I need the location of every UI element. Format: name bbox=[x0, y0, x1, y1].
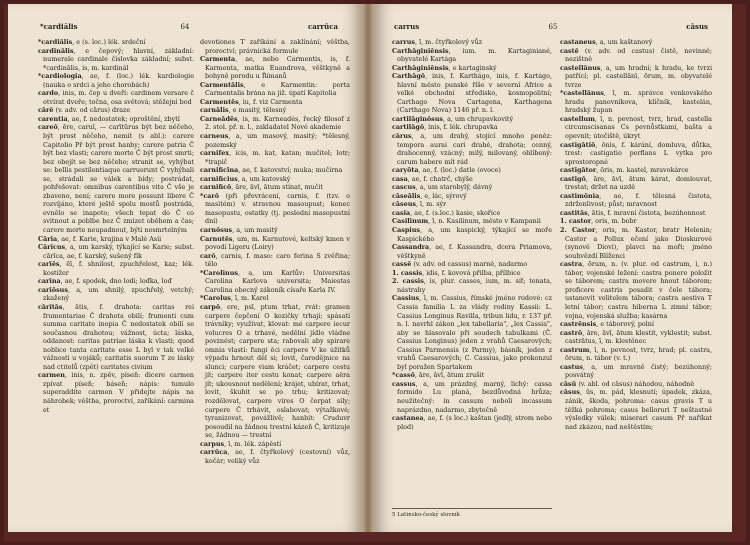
entry-definition: , a, um drahý, stojící mnoho peněz: tempora aurai cari drahé, drahota; cenný, drahocenný, vzácný; milý, milovaný, oblíbený: carum habere mít rád bbox=[397, 132, 552, 166]
entry-definition: , a, um masitý bbox=[232, 226, 278, 235]
entry-headword: carentia bbox=[38, 114, 68, 123]
dictionary-entry bbox=[200, 192, 350, 226]
dictionary-entry bbox=[38, 115, 194, 124]
entry-headword: carīēs bbox=[38, 260, 60, 269]
dictionary-entry bbox=[560, 346, 712, 363]
entry-definition: , carnis, f. maso: caro ferina S zvěřina; tělo bbox=[205, 251, 350, 269]
entry-headword: Cārīcus bbox=[38, 243, 66, 252]
entry-definition: , ātis, f. drahota: caritas rei frumentariae Č drahota obilí; frumenti cum summa caritate inopia Č nedostatek obilí se současnou drahotou; vážnost, úcta; láska, oddanost: caritas patriae láska k vlasti; quod noblice tanta caritate esse L byl v tak velké vážnosti u vojáků; caritatis suorum T ze lásky nad ctitelů (zpět) caritates civium bbox=[43, 302, 194, 371]
entry-definition: , um, m. Karnutové, keltský kmen v povodí Ligeru (Loiry) bbox=[205, 234, 350, 252]
entry-headword: *Carolīnus bbox=[200, 268, 238, 277]
dictionary-entry bbox=[560, 38, 712, 47]
entry-definition: , ae, f. spodek, dno lodi; loďka, loď bbox=[60, 277, 172, 286]
left-page bbox=[8, 4, 362, 532]
entry-headword: castellum bbox=[560, 114, 595, 123]
entry-definition: , ī, m. Cassius, římské jméno rodové: cz Cassia familia L za vlády rodiny Kassii: L. Cassius Longinus Ravilla, tribun lidu, r. 137 př. n. l. navrhl zákon „lex tabellaria", „lex Cassia", aby se hlasovalo při soudech tabulkami (Č. Cassius Longinus) jeden z vrahů Caesarových; Cassius Parmensis (z Parmy), básník, jeden z vrahů Caesarových; C. Cassius, jako prokonzul byl poražen Spartakem bbox=[397, 294, 552, 371]
entry-definition: , a, um kaspický, týkající se moře Kaspického bbox=[397, 226, 552, 243]
entry-headword: Carmenta bbox=[200, 55, 236, 64]
entry-definition: , e táborový, polní bbox=[596, 320, 654, 329]
entry-headword: Carmentālis bbox=[200, 80, 244, 89]
entry-headword: Cassius bbox=[392, 294, 420, 303]
entry-definition: , ēre, caruī, — carītūrus být bez něčeho, být prost něčeho, nemít (s abl.): carere Capitolio Př být prost hanby; carere patria Č být bez vlasti; carere morte Č být prost smrti; bez obejít se bez něčeho; stranit se, vyhýbat se: bellis pestilentiaque carruerunt Č vyhýbali se, strádali se válek a bídy; postrádat, pohřešovat: omnibus carentibus vita Č vše je zbaveno, není; carere more possunt libere Č rozvíjáno, které ještě spolu mostů postrádá, evnělo se inapoto; všech tepat do Č co svitnout a poblbe bez Č zmizet oběhem a čas; carere morte neupadnout, býti nesmrtelným bbox=[43, 123, 194, 235]
entry-headword: castellānus bbox=[560, 63, 601, 72]
dictionary-entry bbox=[392, 209, 552, 218]
entry-headword: Carmentēs bbox=[200, 97, 239, 106]
entry-headword: carrus bbox=[392, 38, 416, 46]
entry-headword: castitās bbox=[560, 208, 588, 217]
left-header-guide-word-end: carrūca bbox=[307, 22, 338, 31]
entry-definition: devotiones T zaříkání a zaklínání; věštba, proroctví; právnická formule bbox=[200, 38, 350, 55]
entry-headword: *cardiălis bbox=[38, 38, 73, 46]
left-page-header bbox=[8, 22, 362, 32]
entry-headword: *carō bbox=[200, 191, 220, 200]
entry-headword: 1. cassis bbox=[392, 268, 423, 277]
entry-definition: , ī, m. čtyřkolový vůz bbox=[415, 38, 483, 46]
entry-definition: , ī, m. lék. zápěstí bbox=[224, 439, 282, 448]
dictionary-entry bbox=[200, 183, 350, 192]
book-gutter bbox=[362, 4, 374, 532]
entry-headword: casa bbox=[392, 174, 408, 183]
entry-definition: , ōnis, f. kárání, domluva, důtka, trest: castigatio perflans L vytka pro sprostoropné bbox=[565, 140, 712, 166]
entry-headword: castimōnia bbox=[560, 191, 600, 200]
entry-headword: carnōsus bbox=[200, 226, 233, 235]
dictionary-entry bbox=[392, 166, 552, 175]
entry-definition: (v. adv. od castus) čistě, nevinně; nezištně bbox=[565, 46, 712, 64]
dictionary-entry bbox=[200, 440, 350, 449]
entry-definition: , ae, f. katovství; muka; mučírna bbox=[238, 166, 343, 175]
entry-definition: , ī, m. správce venkovského hradu panovníkova, klíčník, kastelán, hradský župan bbox=[565, 89, 712, 115]
entry-headword: Cāria bbox=[38, 234, 58, 243]
dictionary-entry bbox=[200, 115, 350, 132]
entry-headword: carnifex bbox=[200, 149, 230, 158]
dictionary-entry bbox=[392, 175, 552, 184]
dictionary-entry bbox=[38, 235, 194, 244]
entry-definition: , ēī, f. shnilost, zpuchřelost, kaz; lék. kostižer bbox=[43, 260, 194, 277]
dictionary-entry bbox=[392, 243, 552, 260]
dictionary-entry bbox=[200, 132, 350, 149]
entry-headword: castus bbox=[560, 362, 583, 371]
dictionary-entry bbox=[560, 226, 712, 260]
entry-headword: *cardiologia bbox=[38, 72, 82, 81]
dictionary-entry bbox=[560, 192, 712, 209]
entry-headword: cardinālis bbox=[38, 46, 74, 55]
entry-definition: , a, um chrupavkovitý bbox=[443, 114, 514, 123]
dictionary-entry bbox=[560, 166, 712, 175]
page-footnote: 5 Latinsko-český slovník bbox=[392, 508, 552, 519]
entry-headword: carpus bbox=[200, 439, 225, 448]
dictionary-entry bbox=[392, 226, 552, 243]
dictionary-entry bbox=[560, 64, 712, 90]
entry-headword: castē bbox=[560, 46, 579, 55]
entry-headword: cartilāginōsus bbox=[392, 114, 443, 123]
left-page-number: 64 bbox=[180, 23, 190, 31]
entry-definition: , a, um prázdný, marný, lichý: cassa formido Lu planá, bezdůvodná hrůza; neužitečný: in cassum neboli incassum naprázdno, nadarmo, zbytečně bbox=[397, 379, 552, 414]
entry-definition: , ōris, m. kastel, mravokárce bbox=[596, 166, 689, 175]
entry-headword: 1. castor bbox=[560, 217, 592, 226]
entry-headword: carnificō bbox=[200, 183, 232, 192]
entry-headword: casia bbox=[392, 208, 411, 217]
dictionary-entry bbox=[200, 106, 350, 115]
entry-definition: , ium. m. Kartaginiané, obyvatelé Kartága bbox=[397, 46, 552, 64]
entry-definition: , a, um katovský bbox=[237, 174, 291, 183]
dictionary-entry bbox=[560, 320, 712, 329]
dictionary-entry bbox=[200, 303, 350, 440]
entry-definition: , ae, f. (s.loc.) kasie, skořice bbox=[410, 208, 501, 217]
entry-definition: , inis, n. zpěv, píseň: dicere carmen zpívat píseň; báseň; nápis: tumulo superaddite carmen V přidejte nápis na náhrobek; věštba, proroctví, zaříkání: carmina et bbox=[43, 371, 194, 414]
dictionary-entry bbox=[392, 38, 552, 47]
dictionary-entry bbox=[560, 47, 712, 64]
dictionary-entry bbox=[38, 303, 194, 371]
entry-definition: , ae, f. (loc.) lék. kardiologie (nauka o srdci a jeho chorobách) bbox=[43, 72, 194, 89]
dictionary-entry bbox=[560, 141, 712, 167]
entry-headword: cārē bbox=[38, 106, 54, 115]
entry-definition: , inis, m. čep u dveří: cardinem versare č otvírat dveře; točna, osa světová; stěžejní bod bbox=[43, 89, 194, 106]
entry-headword: 2. Castor bbox=[560, 226, 596, 235]
dictionary-entry bbox=[392, 217, 552, 226]
entry-definition: (v. adv. od cārus) draze bbox=[53, 106, 131, 115]
entry-definition: , ūs, m. pád, klesnutí; úpadek, zkáza, zánik, škoda, pohroma: casus gravis T u těžká pohroma; casus belloruri T neštastné výsledky válek; miserari casum Př naříkat nad zkázou, nad neštěstím; bbox=[565, 388, 712, 431]
entry-definition: , e čepový; hlavní, základní: numerale cardinale číslovka základní; subst. *cardinālis, is, m. kardinál bbox=[43, 46, 194, 72]
entry-headword: Carthāginiēnsis bbox=[392, 46, 449, 55]
entry-headword: carmen bbox=[38, 371, 65, 380]
dictionary-entry bbox=[392, 183, 552, 192]
entry-headword: Carnutēs bbox=[200, 234, 233, 243]
dictionary-entry bbox=[38, 106, 194, 115]
entry-headword: 2. cassis bbox=[392, 277, 424, 286]
entry-definition: , ae, f. chatrč, chýše bbox=[407, 174, 473, 183]
entry-headword: carnificīna bbox=[200, 166, 239, 175]
dictionary-entry bbox=[200, 38, 350, 55]
dictionary-entry bbox=[392, 371, 552, 380]
dictionary-entry bbox=[560, 388, 712, 431]
dictionary-entry bbox=[38, 371, 194, 414]
dictionary-entry bbox=[392, 64, 552, 73]
entry-headword: castīgō bbox=[560, 174, 586, 183]
entry-definition: , a, um starobylý, dávný bbox=[415, 183, 493, 192]
entry-definition: , e, lác, sýrový bbox=[420, 191, 467, 200]
dictionary-entry bbox=[392, 115, 552, 124]
dictionary-entry bbox=[38, 47, 194, 73]
dictionary-entry bbox=[560, 329, 712, 346]
dictionary-entry bbox=[200, 55, 350, 81]
entry-definition: , e Karmentin: porta Carmentalis brána na již. úpatí Kapitolia bbox=[205, 80, 350, 98]
dictionary-entry bbox=[38, 243, 194, 260]
entry-definition: , ae, f. (loc.) datle (ovoce) bbox=[418, 166, 501, 175]
entry-headword: cardo bbox=[38, 89, 59, 98]
entry-definition: , ātis, f. mravní čistota, bezúhonnost bbox=[587, 208, 706, 217]
entry-definition: , a, um shnilý, zpuchřelý, vetchý; zkažený bbox=[43, 285, 194, 303]
entry-headword: cassus bbox=[392, 379, 416, 388]
right-header-guide-word-end: cāsus bbox=[686, 22, 708, 31]
dictionary-entry bbox=[38, 260, 194, 277]
entry-headword: carīōsus bbox=[38, 285, 68, 294]
entry-headword: castrum bbox=[560, 345, 590, 354]
dictionary-entry bbox=[200, 252, 350, 269]
entry-definition: , āre, āvī, ātum klestit, vyklestit; subst. castrātus, ī, m. klestěnec bbox=[565, 328, 712, 346]
entry-headword: castaneus bbox=[560, 38, 596, 46]
entry-definition: , ae, f. Karie, krajina v Malé Asii bbox=[57, 234, 162, 243]
entry-definition: , inis, f. Karthágo, inis, f. Kartágo, hlavní město punské říše v severní Africe a velké obchodní středisko, kosmopolitní; Carthago Nova Cartagena, Karthagena (Carthago Nova) 1146 př. n. l. bbox=[397, 72, 552, 115]
dictionary-entry bbox=[38, 89, 194, 106]
entry-definition: , icis, m. kat, katan; mučitel; lotr; *trapič bbox=[205, 149, 350, 166]
entry-definition: , a, um hradní; k hradu, ke tvrzi patřící; pl. castellānī, ōrum, m. obyvatelé tvrze bbox=[565, 63, 712, 89]
dictionary-entry bbox=[560, 115, 712, 141]
dictionary-entry bbox=[200, 269, 350, 295]
entry-headword: carrūca bbox=[200, 448, 228, 457]
entry-definition: , oris, m. Kastor, bratr Helenin; Castor a Pollux ečení jako Dioskurové (synové Diovi), plavci na moři; jméno souhvězdí Blíženci bbox=[565, 226, 712, 260]
entry-definition: , inis, f. lék. chrupavka bbox=[424, 123, 498, 132]
dictionary-entry bbox=[392, 72, 552, 115]
dictionary-entry bbox=[392, 277, 552, 294]
dictionary-entry bbox=[38, 286, 194, 303]
entry-headword: carnificius bbox=[200, 174, 238, 183]
right-header-guide-word: carrus bbox=[394, 22, 420, 31]
dictionary-entry bbox=[38, 38, 194, 47]
entry-headword: *castellānus bbox=[560, 89, 604, 98]
entry-headword: carō bbox=[200, 251, 216, 260]
entry-headword: castīgātor bbox=[560, 166, 597, 175]
entry-headword: cāsū bbox=[560, 379, 577, 388]
entry-definition: , a, um karský, týkající se Karie; subst. cārīca, ae, f. karský, sušený fík bbox=[43, 243, 194, 260]
right-column-a bbox=[392, 38, 552, 498]
entry-headword: *cassō bbox=[392, 371, 415, 380]
dictionary-entry bbox=[200, 294, 350, 303]
entry-headword: Carthāginiēnsis bbox=[392, 63, 449, 72]
dictionary-entry bbox=[392, 47, 552, 64]
entry-definition: , ōrum, n. (v. plur. od castrum, i, n.) tábor, vojenské ležení: castra ponere položit se táborem; castra movere hnout táborem; proficere castris posadit v čele tábora; ustanovit velitelem tábora; castra aestiva T letní tábor; castra hiberna L zimní tábor; vojna, vojenská služba; kasárna bbox=[565, 260, 712, 320]
entry-definition: , is, plur. casses, ium, m. síť; tenata, nástrahy bbox=[397, 277, 552, 294]
dictionary-entry bbox=[200, 175, 350, 184]
dictionary-entry bbox=[392, 123, 552, 132]
dictionary-entry bbox=[560, 260, 712, 320]
entry-definition: , ī, n. pevnost, tvrz, hrad; pl. castra, ōrum, n. tábor (v. t.) bbox=[565, 345, 712, 363]
right-page bbox=[374, 4, 732, 532]
entry-headword: Carneădēs bbox=[200, 114, 238, 123]
dictionary-entry bbox=[392, 380, 552, 414]
entry-definition: , a, um Karlův: Universitas Carolina Karlova universita; Maiestas Carolina obecný zákoník císaře Karla IV. bbox=[205, 268, 350, 294]
entry-definition: (v. abl. od cāsus) náhodou, náhodně bbox=[576, 379, 695, 388]
entry-definition: , ae, f. čtyřkolový (cestovní) vůz, kočár; veliký vůz bbox=[205, 448, 350, 465]
dictionary-entry bbox=[392, 260, 552, 269]
entry-definition: , is, m. Karneadés, řecký filosof z 2. stol. př. n. l., zakladatel Nové akademie bbox=[205, 114, 350, 132]
dictionary-entry bbox=[560, 380, 712, 389]
entry-headword: castra bbox=[560, 260, 583, 269]
entry-definition: , ī, n. pevnost, tvrz, hrad, castella circumscisanas Cs pevnůstkami, bašta a opevnit; útočiště, úkryt bbox=[565, 114, 712, 141]
dictionary-entry bbox=[38, 277, 194, 286]
entry-definition: , ī, m. sýr bbox=[415, 200, 447, 209]
entry-headword: carpō bbox=[200, 302, 221, 311]
dictionary-entry bbox=[392, 200, 552, 209]
entry-definition: , a, um kaštanový bbox=[595, 38, 653, 46]
entry-headword: Carthāgō bbox=[392, 72, 426, 81]
entry-definition: , oris, m. bobr bbox=[591, 217, 637, 226]
right-column-b bbox=[560, 38, 712, 522]
entry-definition: , e (s. loc.) lék. srdeční bbox=[72, 38, 146, 46]
left-column-b bbox=[200, 38, 350, 522]
entry-headword: careō bbox=[38, 123, 58, 132]
dictionary-entry bbox=[200, 98, 350, 107]
entry-headword: cassē bbox=[392, 260, 412, 269]
dictionary-entry bbox=[560, 363, 712, 380]
entry-definition: , ī, n. Kasilinum, město v Kampanii bbox=[428, 217, 541, 226]
dictionary-entry bbox=[200, 166, 350, 175]
entry-headword: castīgātiō bbox=[560, 140, 596, 149]
entry-headword: cārus bbox=[392, 132, 412, 141]
entry-headword: cascus bbox=[392, 183, 416, 192]
dictionary-entry bbox=[200, 235, 350, 252]
entry-definition: , ere, psī, ptum trhat, rvát: gramen carpere čepčení O kozičky trhají; spásati trávníky; využívat, klovat: mé carpere iecur volucres O a trhavé, nedělní jídlo vládne povznést; carpere sta; rabovali aby spirare omnia vlastí: fungi ěci carpere V ke úžítků výpadu hrnout děl si; lovit, čarodějnice na slunci; carpere viam kráčet; carpere cestu jít; carpere iter cestu konat; carpere aëra jít; ukousnout nedělení; krájet, ubírat, trhat, lovit, škubit se po trhu; kritizovat; rozdělovat, carpere vires O čerpat síly; carpere Č trhávit, oslabovat; výtažkové; tyranizovat, povážlivě; hanbit: Cruduvr posoudil na žádnou trestní kázeň Č, kritizuje se, žádnou — trestní bbox=[205, 302, 350, 440]
dictionary-entry bbox=[200, 149, 350, 166]
entry-headword: carīna bbox=[38, 277, 61, 286]
dictionary-entry bbox=[392, 414, 552, 431]
entry-definition: , ī, m. Karel bbox=[230, 294, 269, 303]
entry-definition: , e masitý, tělesný bbox=[228, 106, 287, 115]
entry-headword: carnālis bbox=[200, 106, 229, 115]
dictionary-entry bbox=[200, 226, 350, 235]
dictionary-entry bbox=[392, 192, 552, 201]
dictionary-entry bbox=[560, 175, 712, 192]
entry-headword: cāsus bbox=[560, 388, 580, 397]
entry-headword: castrēnsis bbox=[560, 320, 597, 329]
entry-headword: caryōta bbox=[392, 166, 419, 175]
dictionary-entry bbox=[38, 123, 194, 234]
entry-definition: , ae, nebo Carmentis, is, f. Karmenta, matka Euandrova, věštkyně a bohyně porodu u Římanů bbox=[205, 55, 350, 81]
entry-definition: , āre, āvī, ātum stínat, mučit bbox=[231, 183, 323, 192]
entry-headword: *Carolus bbox=[200, 294, 231, 303]
entry-definition: , e kartaginský bbox=[448, 63, 497, 72]
entry-definition: (při převrácení, carnis, f. (tzv. o masitém) v. stravnou masoupust; konec masopustu, ostatky (tj. poslední masopustní dni) bbox=[205, 191, 350, 226]
dictionary-entry bbox=[200, 448, 350, 465]
entry-headword: cāseālis bbox=[392, 191, 421, 200]
entry-headword: carneus bbox=[200, 132, 229, 141]
dictionary-entry bbox=[392, 132, 552, 166]
entry-headword: castanea bbox=[392, 414, 424, 423]
entry-headword: Caspius bbox=[392, 226, 420, 235]
right-page-number: 65 bbox=[548, 23, 558, 31]
entry-headword: Casilīnum bbox=[392, 217, 429, 226]
entry-definition: , idis, f. kovová přilba, přílbice bbox=[422, 268, 521, 277]
right-page-header bbox=[374, 22, 732, 32]
entry-definition: , ae, f. nedostatek; oproštění, zbytí bbox=[67, 114, 180, 123]
dictionary-entry bbox=[392, 294, 552, 371]
left-column-a bbox=[38, 38, 194, 522]
entry-definition: , a, um masový, masitý; *tělesný, pozemský bbox=[205, 132, 350, 149]
entry-headword: castrō bbox=[560, 328, 583, 337]
entry-definition: , iu, f. viz Carmenta bbox=[238, 97, 303, 106]
dictionary-entry bbox=[38, 72, 194, 89]
left-header-guide-word: *cardiălis bbox=[40, 22, 78, 31]
entry-definition: , āre, āvī, ātum zrušit bbox=[414, 371, 485, 380]
entry-definition: , āre, āvī, ātum kárat, domlouvat, trestat; držet na uzdě bbox=[565, 174, 712, 192]
dictionary-entry bbox=[560, 209, 712, 218]
dictionary-entry bbox=[560, 89, 712, 115]
entry-definition: (v. adv. od cassus) marně, nadarmo bbox=[411, 260, 528, 269]
entry-definition: , ae, f. (s loc.) kaštan (jedlý, strom nebo plod) bbox=[397, 414, 552, 431]
entry-headword: Cassandra bbox=[392, 243, 430, 252]
entry-headword: cāseus bbox=[392, 200, 416, 209]
entry-definition: , ae, f. tělesná čistota, zdrženlivost; půst; mravnost bbox=[565, 191, 712, 209]
entry-definition: , a, um mravně čistý; bezúhonný; posvátný bbox=[565, 362, 712, 380]
dictionary-entry bbox=[200, 81, 350, 98]
entry-definition: , ae, f. Kassandra, dcera Priamova, věštkyně bbox=[397, 243, 552, 260]
entry-headword: cārĭtās bbox=[38, 302, 63, 311]
entry-headword: cartilāgō bbox=[392, 123, 425, 132]
dictionary-entry bbox=[560, 217, 712, 226]
